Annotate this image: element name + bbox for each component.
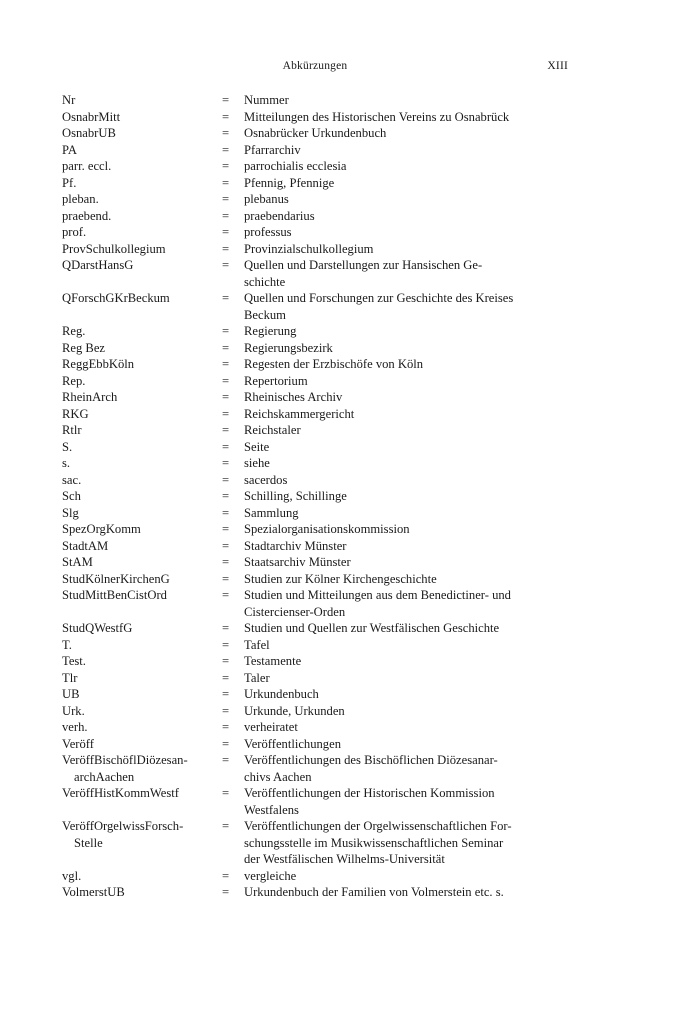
equals-separator: = xyxy=(222,786,230,800)
term-line: RheinArch xyxy=(62,390,118,404)
abbreviation-definition xyxy=(244,92,568,109)
term-line: StadtAM xyxy=(62,538,109,553)
term-line: ProvSchulkollegium xyxy=(62,241,166,256)
abbreviation-term xyxy=(62,637,222,654)
abbreviation-term xyxy=(62,521,222,538)
abbreviation-entry xyxy=(62,653,568,670)
abbreviation-list xyxy=(62,92,568,901)
equals-separator: = xyxy=(222,357,230,371)
equals-separator: = xyxy=(222,258,230,272)
term-line: Rep. xyxy=(62,373,86,388)
definition-line: schichte xyxy=(244,274,286,289)
definition-line: Urkunde, Urkunden xyxy=(244,703,345,718)
equals-separator: = xyxy=(222,555,230,569)
abbreviation-entry xyxy=(62,505,568,522)
abbreviation-entry xyxy=(62,736,568,753)
definition-line: Provinzialschulkollegium xyxy=(244,241,374,256)
abbreviation-entry xyxy=(62,488,568,505)
abbreviation-definition xyxy=(244,389,568,406)
definition-line: Tafel xyxy=(244,637,270,652)
abbreviation-term xyxy=(62,752,222,785)
definition-line: Veröffentlichungen xyxy=(244,736,341,751)
abbreviation-entry xyxy=(62,521,568,538)
abbreviation-entry xyxy=(62,686,568,703)
equals-separator: = xyxy=(222,687,230,701)
abbreviation-definition xyxy=(244,505,568,522)
page-header xyxy=(62,60,568,76)
definition-line: Staatsarchiv Münster xyxy=(244,555,351,569)
abbreviation-term xyxy=(62,736,222,753)
abbreviation-entry xyxy=(62,538,568,555)
term-line: StudKölnerKirchenG xyxy=(62,571,170,586)
abbreviation-definition xyxy=(244,884,568,901)
definition-line: Regesten der Erzbischöfe von Köln xyxy=(244,357,424,371)
definition-line: schungsstelle im Musikwissenschaftlichen Seminar xyxy=(244,835,504,850)
abbreviation-term xyxy=(62,224,222,241)
abbreviation-definition xyxy=(244,109,568,126)
definition-line: Repertorium xyxy=(244,373,308,388)
abbreviation-definition xyxy=(244,818,568,868)
definition-line: Nummer xyxy=(244,93,289,107)
abbreviation-term xyxy=(62,241,222,258)
equals-separator: = xyxy=(222,654,230,668)
abbreviation-entry xyxy=(62,373,568,390)
abbreviation-definition xyxy=(244,686,568,703)
equals-separator: = xyxy=(222,109,230,124)
abbreviation-term xyxy=(62,653,222,670)
definition-line: verheiratet xyxy=(244,720,298,734)
abbreviation-entry xyxy=(62,587,568,620)
page-number: XIII xyxy=(547,60,568,72)
abbreviation-term xyxy=(62,373,222,390)
page-title: Abkürzungen xyxy=(282,60,348,72)
term-line: OsnabrUB xyxy=(62,126,116,140)
abbreviation-entry xyxy=(62,455,568,472)
term-line: StudQWestfG xyxy=(62,621,133,635)
equals-separator: = xyxy=(222,753,230,767)
abbreviation-entry xyxy=(62,785,568,818)
definition-line: Mitteilungen des Historischen Vereins zu Osnabrück xyxy=(244,109,510,124)
definition-line: Beckum xyxy=(244,307,286,322)
abbreviation-term xyxy=(62,785,222,802)
equals-separator: = xyxy=(222,538,230,553)
abbreviation-entry xyxy=(62,439,568,456)
term-line: Nr xyxy=(62,93,76,107)
abbreviation-definition xyxy=(244,340,568,357)
term-line: VeröffOrgelwissForsch- xyxy=(62,819,184,833)
abbreviation-entry xyxy=(62,323,568,340)
abbreviation-definition xyxy=(244,554,568,571)
equals-separator: = xyxy=(222,868,230,883)
definition-line: Spezialorganisationskommission xyxy=(244,522,410,536)
abbreviation-term xyxy=(62,884,222,901)
definition-line: Studien und Quellen zur Westfälischen Geschichte xyxy=(244,621,500,635)
abbreviation-entry xyxy=(62,175,568,192)
term-line: s. xyxy=(62,456,71,470)
term-line: praebend. xyxy=(62,208,112,223)
definition-line: praebendarius xyxy=(244,208,315,223)
definition-line: Quellen und Forschungen zur Geschichte des Kreises xyxy=(244,291,514,305)
abbreviation-entry xyxy=(62,224,568,241)
definition-line: sacerdos xyxy=(244,472,288,487)
definition-line: parrochialis ecclesia xyxy=(244,159,347,173)
abbreviation-term xyxy=(62,356,222,373)
abbreviation-entry xyxy=(62,719,568,736)
abbreviation-definition xyxy=(244,538,568,555)
term-line: sac. xyxy=(62,472,82,487)
abbreviation-definition xyxy=(244,125,568,142)
abbreviation-entry xyxy=(62,208,568,225)
definition-line: der Westfälischen Wilhelms-Universität xyxy=(244,852,445,866)
abbreviation-entry xyxy=(62,703,568,720)
abbreviation-entry xyxy=(62,257,568,290)
equals-separator: = xyxy=(222,390,230,404)
abbreviation-definition xyxy=(244,620,568,637)
term-line: pleban. xyxy=(62,192,99,206)
abbreviation-entry xyxy=(62,884,568,901)
abbreviation-entry xyxy=(62,109,568,126)
abbreviation-entry xyxy=(62,818,568,868)
term-line: Tlr xyxy=(62,670,78,685)
abbreviation-definition xyxy=(244,521,568,538)
term-line: Pf. xyxy=(62,175,77,190)
term-line: RKG xyxy=(62,406,89,421)
term-line: Test. xyxy=(62,654,86,668)
abbreviation-term xyxy=(62,620,222,637)
abbreviation-entry xyxy=(62,752,568,785)
abbreviation-term xyxy=(62,571,222,588)
abbreviation-definition xyxy=(244,356,568,373)
equals-separator: = xyxy=(222,736,230,751)
equals-separator: = xyxy=(222,406,230,421)
abbreviation-entry xyxy=(62,620,568,637)
abbreviation-definition xyxy=(244,571,568,588)
definition-line: Quellen und Darstellungen zur Hansischen Ge- xyxy=(244,258,483,272)
abbreviation-definition xyxy=(244,455,568,472)
abbreviation-term xyxy=(62,340,222,357)
abbreviation-term xyxy=(62,290,222,307)
abbreviation-term xyxy=(62,389,222,406)
definition-line: Pfarrarchiv xyxy=(244,142,301,157)
abbreviation-term xyxy=(62,191,222,208)
definition-line: Schilling, Schillinge xyxy=(244,489,347,503)
abbreviation-definition xyxy=(244,158,568,175)
term-line: Reg. xyxy=(62,324,86,338)
abbreviation-term xyxy=(62,175,222,192)
term-line: prof. xyxy=(62,225,87,239)
definition-line: Pfennig, Pfennige xyxy=(244,175,335,190)
equals-separator: = xyxy=(222,93,230,107)
equals-separator: = xyxy=(222,637,230,652)
abbreviation-term xyxy=(62,208,222,225)
abbreviation-definition xyxy=(244,175,568,192)
definition-line: Seite xyxy=(244,439,270,454)
definition-line: Veröffentlichungen der Historischen Kommission xyxy=(244,786,495,800)
abbreviation-term xyxy=(62,472,222,489)
abbreviation-term xyxy=(62,538,222,555)
term-line: Veröff xyxy=(62,736,94,751)
abbreviation-term xyxy=(62,323,222,340)
equals-separator: = xyxy=(222,208,230,223)
term-line: StAM xyxy=(62,555,93,569)
abbreviation-term xyxy=(62,455,222,472)
definition-line: Reichstaler xyxy=(244,423,301,437)
abbreviation-term xyxy=(62,719,222,736)
definition-line: Regierungsbezirk xyxy=(244,340,333,355)
definition-line: vergleiche xyxy=(244,868,297,883)
definition-line: Regierung xyxy=(244,324,297,338)
definition-line: Veröffentlichungen des Bischöflichen Diözesanar- xyxy=(244,753,498,767)
equals-separator: = xyxy=(222,505,230,520)
term-line: Reg Bez xyxy=(62,340,106,355)
abbreviation-term xyxy=(62,109,222,126)
term-line: StudMittBenCistOrd xyxy=(62,588,167,602)
abbreviation-entry xyxy=(62,241,568,258)
abbreviation-term xyxy=(62,554,222,571)
abbreviation-term xyxy=(62,703,222,720)
abbreviation-term xyxy=(62,818,222,851)
term-line: VolmerstUB xyxy=(62,885,125,899)
term-line: OsnabrMitt xyxy=(62,109,121,124)
abbreviation-definition xyxy=(244,653,568,670)
abbreviation-term xyxy=(62,505,222,522)
definition-line: Rheinisches Archiv xyxy=(244,390,343,404)
abbreviation-term xyxy=(62,488,222,505)
abbreviation-entry xyxy=(62,472,568,489)
term-line: parr. eccl. xyxy=(62,159,112,173)
definition-line: chivs Aachen xyxy=(244,769,312,784)
abbreviation-entry xyxy=(62,92,568,109)
equals-separator: = xyxy=(222,703,230,718)
term-line: ReggEbbKöln xyxy=(62,357,135,371)
equals-separator: = xyxy=(222,588,230,602)
abbreviation-definition xyxy=(244,736,568,753)
term-line: T. xyxy=(62,637,72,652)
abbreviation-term xyxy=(62,587,222,604)
definition-line: Cistercienser-Orden xyxy=(244,604,346,619)
definition-line: Reichskammergericht xyxy=(244,406,355,421)
equals-separator: = xyxy=(222,439,230,454)
abbreviation-definition xyxy=(244,406,568,423)
term-line: PA xyxy=(62,142,77,157)
equals-separator: = xyxy=(222,241,230,256)
term-line: S. xyxy=(62,439,73,454)
abbreviation-entry xyxy=(62,670,568,687)
definition-line: Stadtarchiv Münster xyxy=(244,538,347,553)
term-line: Rtlr xyxy=(62,423,82,437)
abbreviation-term xyxy=(62,686,222,703)
abbreviation-definition xyxy=(244,191,568,208)
term-line: Sch xyxy=(62,489,81,503)
equals-separator: = xyxy=(222,291,230,305)
abbreviation-definition xyxy=(244,439,568,456)
equals-separator: = xyxy=(222,192,230,206)
abbreviation-definition xyxy=(244,142,568,159)
equals-separator: = xyxy=(222,126,230,140)
abbreviation-term xyxy=(62,868,222,885)
equals-separator: = xyxy=(222,159,230,173)
abbreviation-entry xyxy=(62,125,568,142)
equals-separator: = xyxy=(222,670,230,685)
equals-separator: = xyxy=(222,720,230,734)
definition-line: Osnabrücker Urkundenbuch xyxy=(244,126,387,140)
abbreviation-definition xyxy=(244,472,568,489)
term-line: QForschGKrBeckum xyxy=(62,291,170,305)
abbreviation-definition xyxy=(244,587,568,620)
abbreviation-definition xyxy=(244,670,568,687)
abbreviation-definition xyxy=(244,422,568,439)
abbreviation-entry xyxy=(62,554,568,571)
abbreviation-term xyxy=(62,257,222,274)
abbreviation-entry xyxy=(62,142,568,159)
term-line: Stelle xyxy=(74,835,103,850)
term-line: verh. xyxy=(62,720,88,734)
definition-line: Testamente xyxy=(244,654,302,668)
abbreviation-definition xyxy=(244,703,568,720)
equals-separator: = xyxy=(222,456,230,470)
abbreviation-entry xyxy=(62,406,568,423)
abbreviation-definition xyxy=(244,323,568,340)
abbreviation-term xyxy=(62,92,222,109)
abbreviation-definition xyxy=(244,488,568,505)
term-line: VeröffHistKommWestf xyxy=(62,786,179,800)
definition-line: Veröffentlichungen der Orgelwissenschaftlichen For- xyxy=(244,819,512,833)
abbreviation-entry xyxy=(62,422,568,439)
definition-line: Urkundenbuch xyxy=(244,687,319,701)
abbreviation-definition xyxy=(244,208,568,225)
abbreviation-entry xyxy=(62,356,568,373)
equals-separator: = xyxy=(222,423,230,437)
definition-line: plebanus xyxy=(244,192,289,206)
term-line: Slg xyxy=(62,505,79,520)
definition-line: siehe xyxy=(244,456,270,470)
equals-separator: = xyxy=(222,225,230,239)
abbreviation-definition xyxy=(244,719,568,736)
abbreviation-entry xyxy=(62,637,568,654)
abbreviation-definition xyxy=(244,290,568,323)
equals-separator: = xyxy=(222,489,230,503)
abbreviation-entry xyxy=(62,571,568,588)
abbreviation-term xyxy=(62,670,222,687)
abbreviation-definition xyxy=(244,637,568,654)
equals-separator: = xyxy=(222,885,230,899)
abbreviation-entry xyxy=(62,158,568,175)
equals-separator: = xyxy=(222,472,230,487)
equals-separator: = xyxy=(222,621,230,635)
abbreviation-definition xyxy=(244,257,568,290)
abbreviation-entry xyxy=(62,340,568,357)
term-line: VeröffBischöflDiözesan- xyxy=(62,753,188,767)
definition-line: Taler xyxy=(244,670,270,685)
definition-line: Urkundenbuch der Familien von Volmerstein etc. s. xyxy=(244,885,504,899)
equals-separator: = xyxy=(222,142,230,157)
term-line: Urk. xyxy=(62,703,85,718)
abbreviation-definition xyxy=(244,785,568,818)
abbreviation-term xyxy=(62,158,222,175)
abbreviation-term xyxy=(62,422,222,439)
equals-separator: = xyxy=(222,175,230,190)
definition-line: Sammlung xyxy=(244,505,299,520)
abbreviation-term xyxy=(62,125,222,142)
definition-line: Studien zur Kölner Kirchengeschichte xyxy=(244,571,437,586)
abbreviation-entry xyxy=(62,290,568,323)
equals-separator: = xyxy=(222,340,230,355)
abbreviation-definition xyxy=(244,373,568,390)
term-line: UB xyxy=(62,687,80,701)
abbreviation-term xyxy=(62,406,222,423)
definition-line: Studien und Mitteilungen aus dem Benedictiner- und xyxy=(244,588,511,602)
abbreviation-definition xyxy=(244,241,568,258)
abbreviation-entry xyxy=(62,389,568,406)
equals-separator: = xyxy=(222,571,230,586)
abbreviation-entry xyxy=(62,868,568,885)
term-line: vgl. xyxy=(62,868,82,883)
term-line: archAachen xyxy=(74,769,135,784)
equals-separator: = xyxy=(222,373,230,388)
equals-separator: = xyxy=(222,819,230,833)
equals-separator: = xyxy=(222,324,230,338)
equals-separator: = xyxy=(222,522,230,536)
abbreviation-term xyxy=(62,439,222,456)
abbreviation-term xyxy=(62,142,222,159)
term-line: QDarstHansG xyxy=(62,258,134,272)
abbreviation-definition xyxy=(244,752,568,785)
abbreviation-entry xyxy=(62,191,568,208)
definition-line: Westfalens xyxy=(244,802,299,817)
term-line: SpezOrgKomm xyxy=(62,522,141,536)
definition-line: professus xyxy=(244,225,292,239)
abbreviation-definition xyxy=(244,868,568,885)
abbreviation-definition xyxy=(244,224,568,241)
